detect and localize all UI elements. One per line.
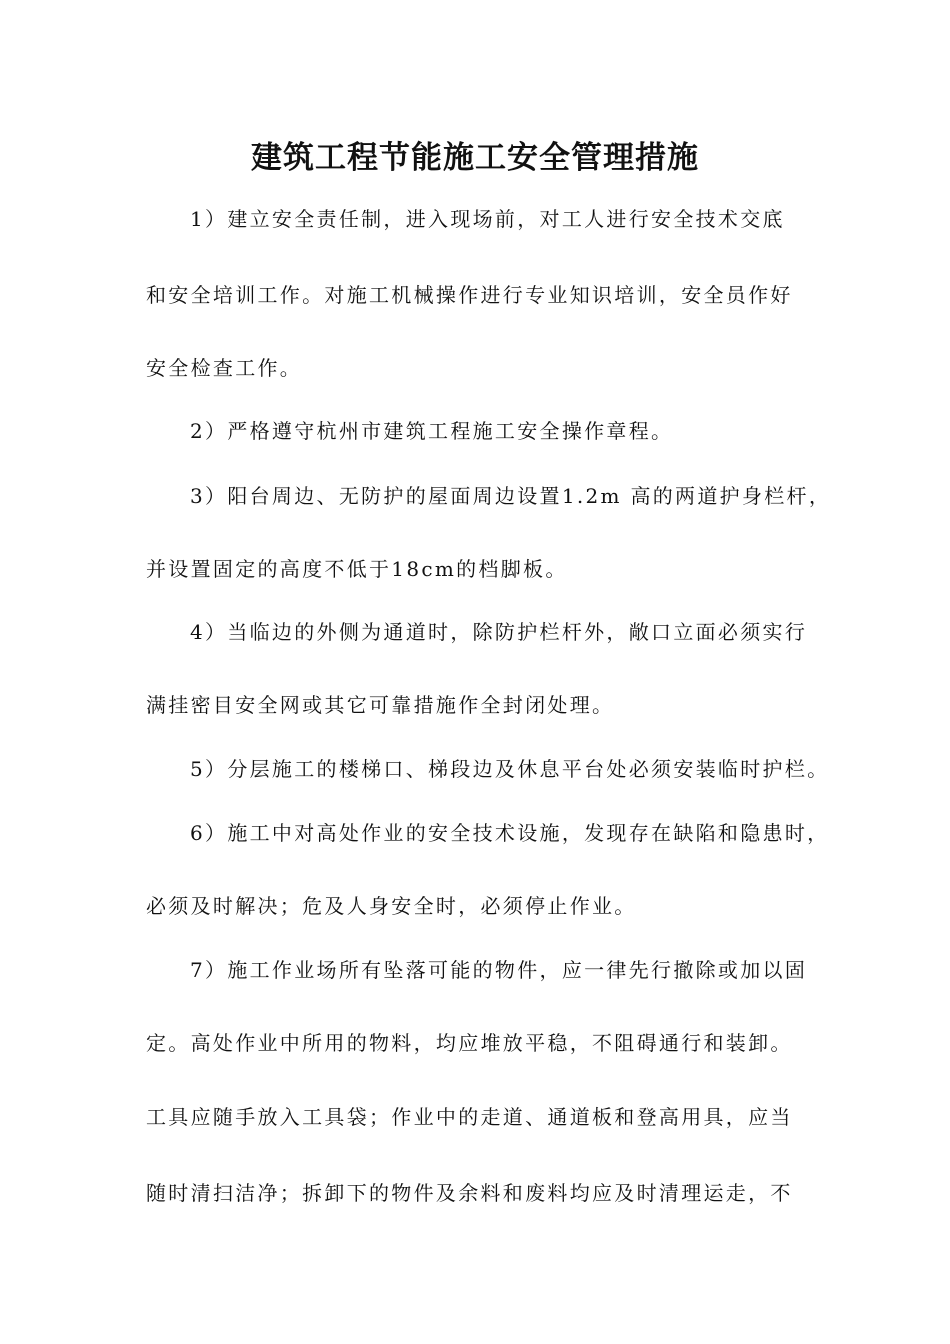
text-line-15: 随时清扫洁净；拆卸下的物件及余料和废料均应及时清理运走，不: [146, 1181, 793, 1205]
text-line-8: 满挂密目安全网或其它可靠措施作全封闭处理。: [146, 693, 615, 717]
text-line-4: 2）严格遵守杭州市建筑工程施工安全操作章程。: [190, 419, 674, 443]
text-line-14: 工具应随手放入工具袋；作业中的走道、通道板和登高用具，应当: [146, 1105, 793, 1129]
text-line-5: 3）阳台周边、无防护的屋面周边设置1.2m 高的两道护身栏杆，: [190, 484, 832, 508]
text-line-9: 5）分层施工的楼梯口、梯段边及休息平台处必须安装临时护栏。: [190, 757, 830, 781]
text-line-7: 4）当临边的外侧为通道时，除防护栏杆外，敞口立面必须实行: [190, 620, 808, 644]
text-line-6: 并设置固定的高度不低于18cm的档脚板。: [146, 557, 568, 581]
text-line-11: 必须及时解决；危及人身安全时，必须停止作业。: [146, 894, 637, 918]
text-line-13: 定。高处作业中所用的物料，均应堆放平稳，不阻碍通行和装卸。: [146, 1031, 793, 1055]
text-line-10: 6）施工中对高处作业的安全技术设施，发现存在缺陷和隐患时，: [190, 821, 830, 845]
text-line-12: 7）施工作业场所有坠落可能的物件，应一律先行撤除或加以固: [190, 958, 808, 982]
text-line-2: 和安全培训工作。对施工机械操作进行专业知识培训，安全员作好: [146, 283, 793, 307]
text-line-1: 1）建立安全责任制，进入现场前，对工人进行安全技术交底: [190, 207, 785, 231]
text-line-3: 安全检查工作。: [146, 356, 303, 380]
document-title: 建筑工程节能施工安全管理措施: [251, 140, 699, 176]
